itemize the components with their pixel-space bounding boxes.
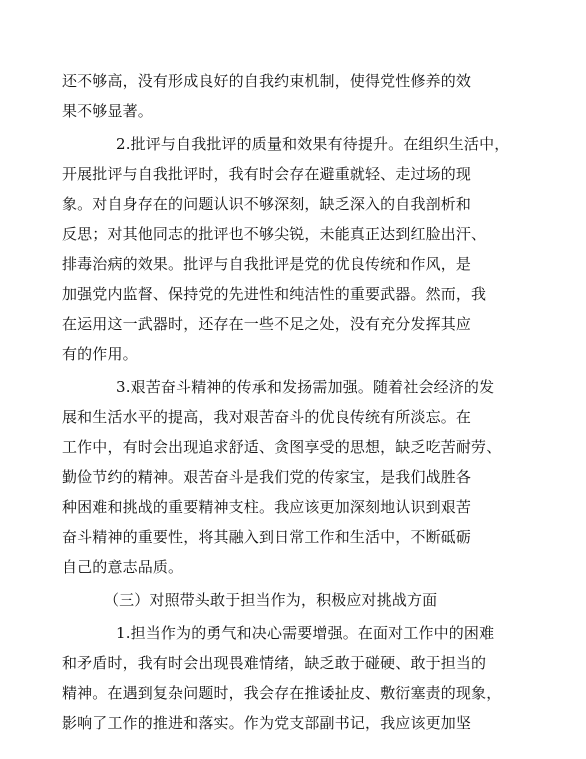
section-heading: （三）对照带头敢于担当作为，积极应对挑战方面: [104, 591, 438, 609]
paragraph-heading-2: 2.批评与自我批评的质量和效果有待提升。在组织生活中，: [116, 135, 510, 153]
text-line: 加强党内监督、保持党的先进性和纯洁性的重要武器。然而，我: [62, 285, 487, 303]
text-line: 还不够高，没有形成良好的自我约束机制，使得党性修养的效: [62, 72, 472, 90]
paragraph-heading-1: 1.担当作为的勇气和决心需要增强。在面对工作中的困难: [116, 624, 495, 642]
text-line: 勤俭节约的精神。艰苦奋斗是我们党的传家宝，是我们战胜各: [62, 468, 472, 486]
text-line: 象。对自身存在的问题认识不够深刻，缺乏深入的自我剖析和: [62, 195, 472, 213]
text-line: 排毒治病的效果。批评与自我批评是党的优良传统和作风，是: [62, 255, 472, 273]
text-line: 展和生活水平的提高，我对艰苦奋斗的优良传统有所淡忘。在: [62, 408, 472, 426]
text-line: 工作中，有时会出现追求舒适、贪图享受的思想，缺乏吃苦耐劳、: [62, 438, 502, 456]
paragraph-heading-3: 3.艰苦奋斗精神的传承和发扬需加强。随着社会经济的发: [116, 378, 495, 396]
text-line: 在运用这一武器时，还存在一些不足之处，没有充分发挥其应: [62, 315, 472, 333]
text-line: 果不够显著。: [62, 102, 153, 120]
text-line: 自己的意志品质。: [62, 558, 184, 576]
text-line: 和矛盾时，我有时会出现畏难情绪，缺乏敢于碰硬、敢于担当的: [62, 654, 487, 672]
text-line: 影响了工作的推进和落实。作为党支部副书记，我应该更加坚: [62, 714, 472, 732]
text-line: 有的作用。: [62, 345, 138, 363]
text-line: 奋斗精神的重要性，将其融入到日常工作和生活中，不断砥砺: [62, 528, 472, 546]
text-line: 开展批评与自我批评时，我有时会存在避重就轻、走过场的现: [62, 165, 472, 183]
text-line: 精神。在遇到复杂问题时，我会存在推诿扯皮、敷衍塞责的现象，: [62, 684, 502, 702]
text-line: 种困难和挑战的重要精神支柱。我应该更加深刻地认识到艰苦: [62, 498, 472, 516]
text-line: 反思；对其他同志的批评也不够尖锐，未能真正达到红脸出汗、: [62, 225, 487, 243]
